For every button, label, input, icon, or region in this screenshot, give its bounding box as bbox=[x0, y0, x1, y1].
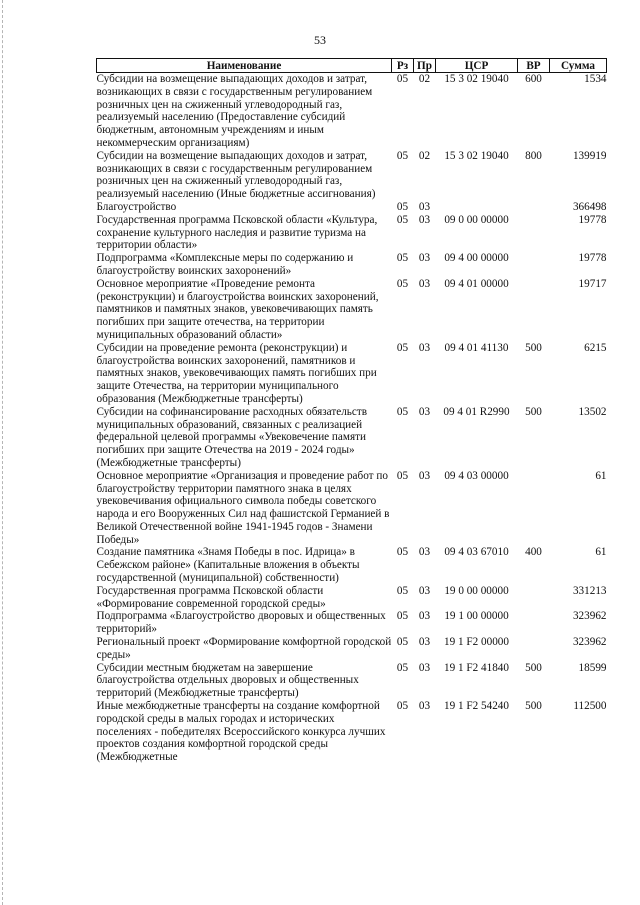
cell-pr: 03 bbox=[418, 277, 431, 290]
cell-pr: 03 bbox=[418, 213, 431, 226]
cell-csr: 09 4 03 00000 bbox=[444, 469, 509, 482]
cell-csr: 19 0 00 00000 bbox=[444, 584, 509, 597]
cell-csr: 19 1 F2 00000 bbox=[444, 636, 509, 649]
cell-vr: 500 bbox=[525, 341, 542, 354]
table-row bbox=[97, 636, 607, 662]
header-csr: ЦСР bbox=[436, 59, 518, 73]
table-header-row bbox=[97, 59, 607, 73]
cell-rz: 05 bbox=[396, 546, 409, 559]
table-row bbox=[97, 470, 607, 547]
cell-pr: 03 bbox=[418, 584, 431, 597]
table-row bbox=[97, 201, 607, 214]
cell-sum: 331213 bbox=[572, 584, 607, 597]
cell-vr: 800 bbox=[525, 149, 542, 162]
cell-sum: 323962 bbox=[572, 610, 607, 623]
cell-sum: 6215 bbox=[584, 341, 607, 354]
cell-name: Субсидии на проведение ремонта (реконструкции) и благоустройства воинских захоронений, памятников и памятных знаков, увековечивающих память погибших при защите Отечества, на территории муниципального образования (Межбюджетные трансферты) bbox=[96, 341, 377, 405]
cell-pr: 03 bbox=[418, 252, 431, 265]
table-row bbox=[97, 278, 607, 342]
cell-sum: 19778 bbox=[578, 213, 607, 226]
cell-rz: 05 bbox=[396, 341, 409, 354]
table-row bbox=[97, 546, 607, 584]
header-vr: ВР bbox=[518, 59, 550, 73]
cell-csr: 15 3 02 19040 bbox=[444, 73, 509, 85]
page-number: 53 bbox=[314, 33, 326, 47]
cell-csr: 09 4 01 R2990 bbox=[443, 405, 510, 418]
cell-name: Подпрограмма «Комплексные меры по содержанию и благоустройству воинских захоронений» bbox=[96, 252, 354, 277]
cell-sum: 112500 bbox=[573, 700, 607, 713]
cell-vr bbox=[518, 636, 550, 662]
cell-csr: 09 4 03 67010 bbox=[444, 546, 509, 559]
table-row bbox=[97, 610, 607, 636]
cell-pr: 02 bbox=[418, 73, 431, 85]
cell-name: Иные межбюджетные трансферты на создание комфортной городской среды в малых городах и исторических поселениях - победителях Всероссийского конкурса лучших проектов создания комфортной городской среды (Межбюджетные bbox=[96, 700, 386, 764]
cell-rz: 05 bbox=[396, 610, 409, 623]
cell-rz: 05 bbox=[396, 149, 409, 162]
cell-name: Основное мероприятие «Организация и проведение работ по благоустройству территории памятного знака в целях увековечивания официального символа победы советского народа и его Вооруженных Сил над фашистской Германией в Великой Отечественной войне 1941-1945 годов - Знамени Победы» bbox=[96, 469, 390, 546]
cell-rz: 05 bbox=[396, 661, 409, 674]
cell-pr: 03 bbox=[418, 200, 431, 213]
table-row bbox=[97, 252, 607, 278]
cell-sum: 13502 bbox=[578, 405, 607, 418]
cell-sum: 18599 bbox=[578, 661, 607, 674]
cell-name: Государственная программа Псковской области «Формирование современной городской среды» bbox=[96, 584, 326, 610]
cell-vr bbox=[518, 214, 550, 252]
table-row bbox=[97, 214, 607, 252]
header-name: Наименование bbox=[97, 59, 392, 73]
cell-name: Субсидии местным бюджетам на завершение благоустройства отдельных дворовых и общественных территорий (Межбюджетные трансферты) bbox=[96, 661, 359, 700]
cell-csr: 19 1 00 00000 bbox=[444, 610, 509, 623]
cell-sum: 19778 bbox=[578, 252, 607, 265]
cell-vr bbox=[518, 585, 550, 611]
table-row bbox=[97, 700, 607, 764]
table-row bbox=[97, 342, 607, 406]
cell-rz: 05 bbox=[396, 73, 409, 85]
cell-sum: 19717 bbox=[578, 277, 607, 290]
cell-pr: 03 bbox=[418, 700, 431, 713]
cell-csr: 09 4 01 41130 bbox=[444, 341, 509, 354]
cell-name: Благоустройство bbox=[96, 200, 177, 213]
cell-sum: 366498 bbox=[572, 200, 607, 213]
cell-csr: 19 1 F2 41840 bbox=[444, 661, 509, 674]
cell-rz: 05 bbox=[396, 252, 409, 265]
cell-name: Создание памятника «Знамя Победы в пос. Идрица» в Себежском районе» (Капитальные вложения в объекты государственной (муниципальной) собственности) bbox=[96, 546, 360, 585]
cell-name: Государственная программа Псковской области «Культура, сохранение культурного наследия и развитие туризма на территории области» bbox=[96, 213, 378, 252]
budget-table bbox=[96, 58, 607, 764]
table-row bbox=[97, 150, 607, 201]
table-row bbox=[97, 73, 607, 150]
cell-sum: 323962 bbox=[572, 636, 607, 649]
table-row bbox=[97, 585, 607, 611]
cell-vr bbox=[518, 201, 550, 214]
cell-rz: 05 bbox=[396, 469, 409, 482]
cell-sum: 139919 bbox=[572, 149, 607, 162]
cell-pr: 03 bbox=[418, 405, 431, 418]
cell-vr bbox=[518, 252, 550, 278]
cell-vr: 500 bbox=[525, 405, 542, 418]
cell-csr bbox=[436, 201, 518, 214]
cell-pr: 03 bbox=[418, 469, 431, 482]
cell-vr: 500 bbox=[525, 700, 542, 713]
cell-rz: 05 bbox=[396, 200, 409, 213]
cell-rz: 05 bbox=[396, 277, 409, 290]
header-pr: Пр bbox=[414, 59, 436, 73]
cell-pr: 03 bbox=[418, 546, 431, 559]
cell-pr: 03 bbox=[418, 341, 431, 354]
header-rz: Рз bbox=[392, 59, 414, 73]
cell-vr bbox=[518, 470, 550, 547]
cell-rz: 05 bbox=[396, 213, 409, 226]
cell-rz: 05 bbox=[396, 636, 409, 649]
cell-name: Подпрограмма «Благоустройство дворовых и общественных территорий» bbox=[96, 610, 386, 636]
cell-name: Субсидии на софинансирование расходных обязательств муниципальных образований, связанных с реализацией федеральной целевой программы «Увековечение памяти погибших при защите Отечества на 2019 - 2024 годы» (Межбюджетные трансферты) bbox=[96, 405, 368, 469]
cell-vr: 500 bbox=[525, 661, 542, 674]
cell-name: Основное мероприятие «Проведение ремонта (реконструкции) и благоустройства воинских захоронений, памятников и памятных знаков, увековечивающих память погибших при защите отечества, на территории муниципальных образований области» bbox=[96, 277, 379, 341]
cell-vr bbox=[518, 610, 550, 636]
cell-vr: 600 bbox=[525, 73, 542, 85]
cell-vr: 400 bbox=[525, 546, 542, 559]
cell-sum: 61 bbox=[595, 546, 607, 559]
cell-sum: 1534 bbox=[584, 73, 607, 85]
cell-pr: 03 bbox=[418, 661, 431, 674]
cell-name: Субсидии на возмещение выпадающих доходов и затрат, возникающих в связи с государственным регулированием розничных цен на сжиженный углеводородный газ, реализуемый населению (Иные бюджетные ассигнования) bbox=[96, 149, 376, 201]
cell-pr: 03 bbox=[418, 610, 431, 623]
cell-csr: 19 1 F2 54240 bbox=[444, 700, 509, 713]
header-sum: Сумма bbox=[550, 59, 607, 73]
table-row bbox=[97, 406, 607, 470]
cell-rz: 05 bbox=[396, 405, 409, 418]
cell-csr: 15 3 02 19040 bbox=[444, 149, 509, 162]
cell-csr: 09 0 00 00000 bbox=[444, 213, 509, 226]
cell-name: Субсидии на возмещение выпадающих доходов и затрат, возникающих в связи с государственным регулированием розничных цен на сжиженный углеводородный газ, реализуемый населению (Предоставление субсидий бюджетным, автономным учреждениям и иным некоммерческим организациям) bbox=[96, 73, 373, 149]
cell-csr: 09 4 01 00000 bbox=[444, 277, 509, 290]
cell-vr bbox=[518, 278, 550, 342]
table-row bbox=[97, 662, 607, 700]
cell-sum: 61 bbox=[595, 469, 607, 482]
page-edge bbox=[2, 0, 4, 905]
cell-pr: 03 bbox=[418, 636, 431, 649]
cell-pr: 02 bbox=[418, 149, 431, 162]
cell-name: Региональный проект «Формирование комфортной городской среды» bbox=[96, 636, 392, 661]
cell-rz: 05 bbox=[396, 584, 409, 597]
cell-csr: 09 4 00 00000 bbox=[444, 252, 509, 265]
cell-rz: 05 bbox=[396, 700, 409, 713]
